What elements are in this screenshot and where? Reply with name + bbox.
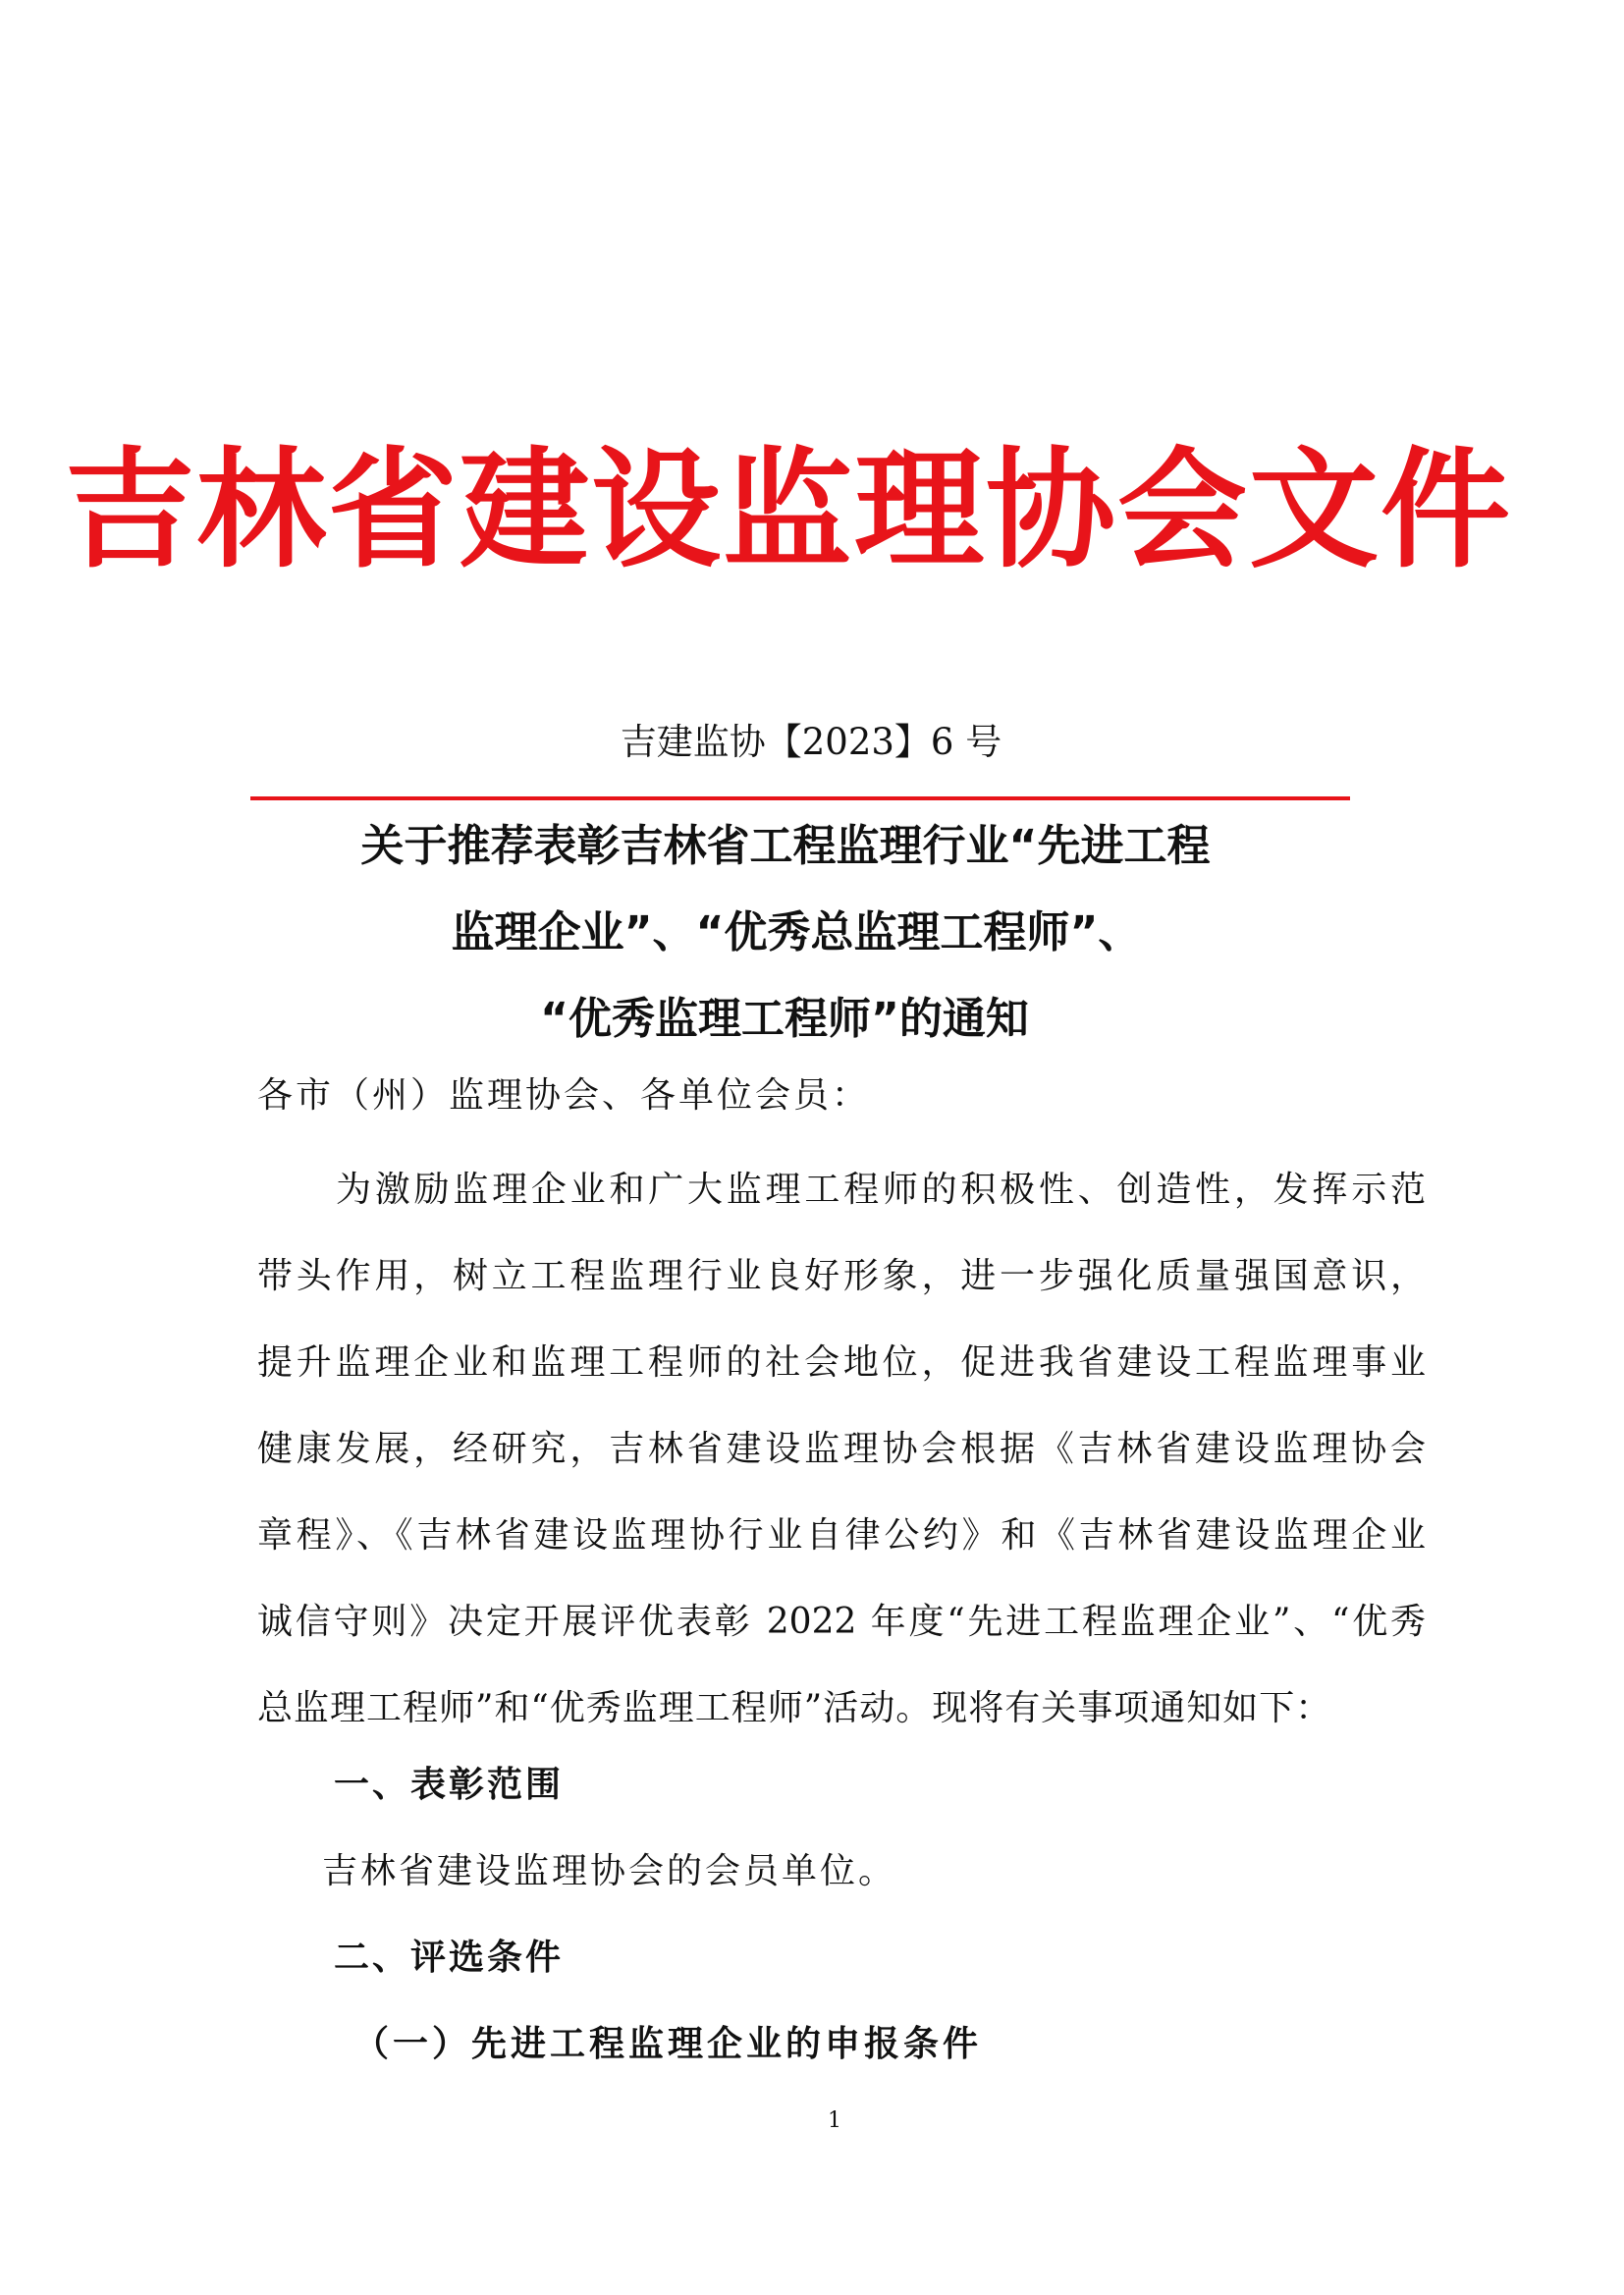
- paragraph-line: 健康发展，经研究，吉林省建设监理协会根据《吉林省建设监理协会: [257, 1429, 1426, 1469]
- paragraph-line: 带头作用，树立工程监理行业良好形象，进一步强化质量强国意识，: [257, 1256, 1426, 1296]
- intro-paragraph: [257, 1147, 1426, 1752]
- section-heading-criteria: 二、评选条件: [334, 1938, 565, 1978]
- title-line-3: “优秀监理工程师”的通知: [540, 994, 1029, 1044]
- notice-title: [0, 803, 1624, 1063]
- paragraph-line: 提升监理企业和监理工程师的社会地位，促进我省建设工程监理事业: [257, 1342, 1426, 1383]
- section-heading-scope: 一、表彰范围: [334, 1765, 565, 1805]
- subsection-heading: （一）先进工程监理企业的申报条件: [353, 2024, 983, 2064]
- page-number: 1: [828, 2108, 841, 2133]
- section-scope-text: 吉林省建设监理协会的会员单位。: [322, 1851, 897, 1891]
- document-number: 吉建监协【2023】6 号: [620, 721, 1002, 763]
- paragraph-line: 诚信守则》决定开展评优表彰 2022 年度“先进工程监理企业”、“优秀: [257, 1602, 1426, 1642]
- paragraph-line: 章程》、《吉林省建设监理协行业自律公约》和《吉林省建设监理企业: [257, 1515, 1426, 1556]
- title-line-2: 监理企业”、“优秀总监理工程师”、: [451, 907, 1142, 957]
- masthead-title: 吉林省建设监理协会文件: [65, 434, 1512, 586]
- paragraph-line: 为激励监理企业和广大监理工程师的积极性、创造性，发挥示范: [336, 1170, 1426, 1210]
- paragraph-line: 总监理工程师”和“优秀监理工程师”活动。现将有关事项通知如下：: [257, 1688, 1332, 1728]
- title-line-1: 关于推荐表彰吉林省工程监理行业“先进工程: [360, 821, 1211, 871]
- red-divider-line: [250, 796, 1350, 800]
- salutation: 各市（州）监理协会、各单位会员：: [257, 1075, 871, 1116]
